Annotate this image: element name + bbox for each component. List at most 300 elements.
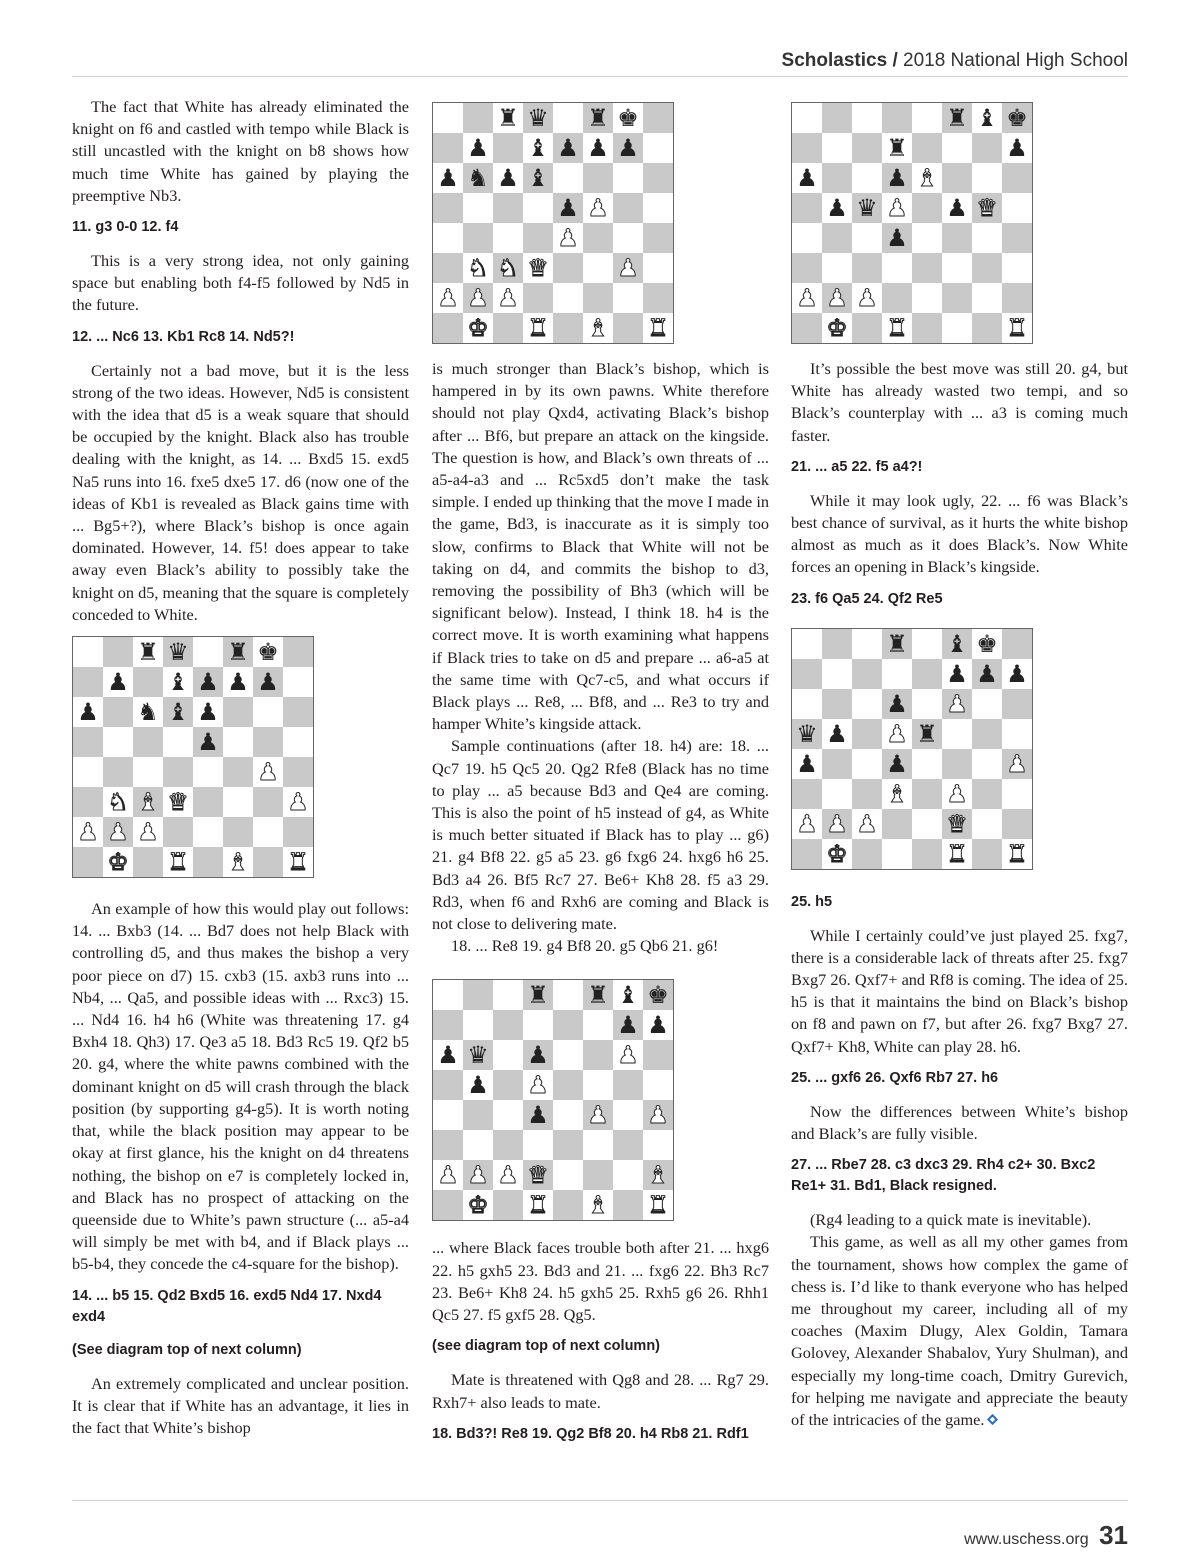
uschess-logo-icon: [986, 1413, 999, 1426]
white-bishop-icon: ♝: [137, 788, 159, 817]
board-square: [463, 193, 493, 223]
board-square: [493, 1040, 523, 1070]
board-square: [613, 1100, 643, 1130]
board-square: [523, 193, 553, 223]
board-square: [493, 1190, 523, 1220]
board-square: [433, 223, 463, 253]
board-square: [942, 689, 972, 719]
board-square: [822, 163, 852, 193]
board-square: [912, 809, 942, 839]
board-square: [73, 847, 103, 877]
board-square: [912, 779, 942, 809]
board-square: [583, 163, 613, 193]
black-knight-icon: ♞: [467, 164, 489, 192]
board-square: [613, 193, 643, 223]
board-square: [882, 103, 912, 133]
paragraph: An extremely complicated and unclear position. It is clear that if White has an advantage, it lies in the fact that White’s bishop: [72, 1373, 409, 1437]
board-square: [822, 133, 852, 163]
board-square: [882, 313, 912, 343]
board-square: [433, 253, 463, 283]
board-square: [852, 779, 882, 809]
board-square: [852, 223, 882, 253]
board-square: [822, 629, 852, 659]
board-square: [643, 133, 673, 163]
white-king-icon: ♚: [467, 314, 489, 342]
paragraph: (Rg4 leading to a quick mate is inevitable).: [810, 1210, 1092, 1230]
move-heading: 11. g3 0-0 12. f4: [72, 219, 179, 236]
board-square: [1002, 163, 1032, 193]
white-queen-icon: ♛: [167, 788, 189, 817]
black-pawn-icon: ♟: [886, 224, 908, 252]
board-square: [1002, 223, 1032, 253]
board-square: [792, 313, 822, 343]
paragraph: This is a very strong idea, not only gaining space but enabling both f4-f5 followed by Nd5 in the future.: [72, 251, 409, 315]
board-square: [942, 809, 972, 839]
board-square: [583, 313, 613, 343]
board-square: [193, 637, 223, 667]
board-square: [972, 133, 1002, 163]
board-square: [912, 163, 942, 193]
board-square: [73, 787, 103, 817]
board-square: [882, 253, 912, 283]
board-square: [463, 1190, 493, 1220]
board-square: [193, 667, 223, 697]
board-square: [643, 980, 673, 1010]
white-pawn-icon: ♟: [137, 818, 159, 847]
header-rule: [72, 76, 1128, 77]
board-square: [493, 253, 523, 283]
board-square: [553, 313, 583, 343]
board-square: [1002, 659, 1032, 689]
board-square: [583, 223, 613, 253]
black-pawn-icon: ♟: [1006, 134, 1028, 162]
board-square: [912, 223, 942, 253]
board-square: [643, 1160, 673, 1190]
white-pawn-icon: ♟: [437, 1161, 459, 1190]
board-square: [523, 980, 553, 1010]
board-square: [163, 787, 193, 817]
board-square: [972, 283, 1002, 313]
board-square: [1002, 133, 1032, 163]
board-square: [942, 719, 972, 749]
move-heading: 23. f6 Qa5 24. Qf2 Re5: [791, 590, 943, 607]
black-rook-icon: ♜: [886, 134, 908, 162]
white-queen-icon: ♛: [976, 194, 998, 222]
black-knight-icon: ♞: [137, 698, 159, 727]
black-bishop-icon: ♝: [167, 698, 189, 727]
board-square: [852, 283, 882, 313]
footer-rule: [72, 1500, 1128, 1501]
board-square: [882, 689, 912, 719]
white-bishop-icon: ♝: [587, 1191, 609, 1220]
board-square: [643, 1010, 673, 1040]
board-square: [912, 689, 942, 719]
paragraph: It’s possible the best move was still 20. g4, but White has already wasted two tempi, and so Black’s counterplay with ... a3 is coming much faster.: [791, 359, 1128, 445]
white-pawn-icon: ♟: [617, 254, 639, 282]
paragraph: [791, 1231, 1128, 1431]
board-square: [792, 193, 822, 223]
board-square: [852, 749, 882, 779]
board-square: [792, 283, 822, 313]
paragraph: Sample continuations (after 18. h4) are: 18. ... Qc7 19. h5 Qc5 20. Qg2 Rfe8 (Black has no time to play ... a5 because Bd3 and Qe4 are coming. This is also the point of h5 instead of g4, as White is much better situated if Black has to play ... g6) 21. g4 Bf8 22. g5 a5 23. g6 fxg6 24. hxg6 h6 25. Bd3 a4 26. Bf5 Rc7 27. Be6+ Kh8 28. f5 a3 29. Rd3, when f6 and Rxh6 are coming and Black is not close to delivering mate.: [432, 736, 769, 934]
closing-text: This game, as well as all my other games from the tournament, shows how complex the game of chess is. I’d like to thank everyone who has helped me throughout my career, including all of my coaches (Maxim Dlugy, Alex Goldin, Tamara Golovey, Alexander Shabalov, Yury Shulman), and especially my long-time coach, Dmitry Gurevich, for helping me navigate and appreciate the beauty of the intricacies of the game.: [791, 1232, 1128, 1430]
board-square: [1002, 629, 1032, 659]
board-square: [792, 809, 822, 839]
board-square: [163, 847, 193, 877]
board-square: [163, 667, 193, 697]
board-square: [223, 667, 253, 697]
board-square: [942, 223, 972, 253]
black-pawn-icon: ♟: [497, 164, 519, 192]
board-square: [822, 193, 852, 223]
board-square: [133, 847, 163, 877]
board-square: [912, 659, 942, 689]
board-square: [73, 757, 103, 787]
diagram-note: (see diagram top of next column): [432, 1338, 660, 1355]
board-square: [822, 253, 852, 283]
white-bishop-icon: ♝: [587, 314, 609, 342]
white-pawn-icon: ♟: [946, 779, 968, 808]
board-square: [942, 193, 972, 223]
board-square: [912, 629, 942, 659]
black-rook-icon: ♜: [916, 719, 938, 748]
black-king-icon: ♚: [617, 104, 639, 132]
move-heading: 25. ... gxf6 26. Qxf6 Rb7 27. h6: [791, 1069, 999, 1086]
board-square: [912, 103, 942, 133]
black-pawn-icon: ♟: [437, 164, 459, 192]
board-square: [133, 667, 163, 697]
board-square: [523, 133, 553, 163]
board-square: [463, 313, 493, 343]
white-pawn-icon: ♟: [946, 689, 968, 718]
board-square: [283, 817, 313, 847]
board-square: [253, 697, 283, 727]
board-square: [553, 1130, 583, 1160]
board-square: [882, 163, 912, 193]
black-queen-icon: ♛: [527, 104, 549, 132]
board-square: [283, 637, 313, 667]
board-square: [882, 839, 912, 869]
board-square: [553, 1010, 583, 1040]
black-pawn-icon: ♟: [826, 719, 848, 748]
board-square: [553, 133, 583, 163]
white-rook-icon: ♜: [527, 314, 549, 342]
board-square: [1002, 193, 1032, 223]
board-square: [852, 659, 882, 689]
white-rook-icon: ♜: [647, 1191, 669, 1220]
board-square: [643, 1130, 673, 1160]
board-square: [103, 697, 133, 727]
board-square: [493, 1070, 523, 1100]
board-square: [643, 223, 673, 253]
board-square: [852, 163, 882, 193]
black-rook-icon: ♜: [587, 981, 609, 1010]
black-pawn-icon: ♟: [796, 164, 818, 192]
paragraph: While it may look ugly, 22. ... f6 was Black’s best chance of survival, as it hurts the white bishop almost as much as it does Black’s. Now White forces an opening in Black’s kingside.: [791, 490, 1128, 577]
board-square: [792, 659, 822, 689]
diagram-note: (See diagram top of next column): [72, 1341, 302, 1358]
board-square: [852, 103, 882, 133]
board-square: [433, 313, 463, 343]
board-square: [852, 719, 882, 749]
black-king-icon: ♚: [647, 981, 669, 1010]
white-pawn-icon: ♟: [856, 809, 878, 838]
white-rook-icon: ♜: [647, 314, 669, 342]
black-queen-icon: ♛: [856, 194, 878, 222]
white-bishop-icon: ♝: [916, 164, 938, 192]
board-square: [553, 980, 583, 1010]
board-square: [433, 1130, 463, 1160]
board-square: [792, 223, 822, 253]
board-square: [133, 637, 163, 667]
board-square: [463, 1040, 493, 1070]
white-pawn-icon: ♟: [886, 719, 908, 748]
board-square: [792, 253, 822, 283]
board-square: [792, 103, 822, 133]
board-square: [613, 313, 643, 343]
board-square: [613, 1010, 643, 1040]
board-square: [223, 697, 253, 727]
board-square: [433, 193, 463, 223]
board-square: [433, 103, 463, 133]
white-pawn-icon: ♟: [287, 788, 309, 817]
black-pawn-icon: ♟: [227, 668, 249, 697]
paragraph: The fact that White has already eliminated the knight on f6 and castled with tempo while Black is still uncastled with the knight on b8 shows how much time White has gained by playing the preemptive Nb3.: [72, 97, 409, 205]
board-square: [643, 103, 673, 133]
board-square: [912, 749, 942, 779]
board-square: [553, 1190, 583, 1220]
board-square: [433, 1100, 463, 1130]
black-queen-icon: ♛: [467, 1041, 489, 1070]
board-square: [792, 779, 822, 809]
black-pawn-icon: ♟: [886, 749, 908, 778]
board-square: [583, 103, 613, 133]
board-square: [493, 163, 523, 193]
white-pawn-icon: ♟: [557, 224, 579, 252]
white-rook-icon: ♜: [1006, 839, 1028, 868]
board-square: [73, 817, 103, 847]
white-pawn-icon: ♟: [77, 818, 99, 847]
board-square: [463, 223, 493, 253]
paragraph: An example of how this would play out follows: 14. ... Bxb3 (14. ... Bd7 does not help Black with controlling d5, and thus makes the bishop a very poor piece on d7) 15. cxb3 (15. axb3 runs into ... Nb4, ... Qa5, and possible ideas with ... Rxc3) 15. ... Nd4 16. h4 h6 (White was threatening 17. g4 Bxh4 18. Qh3) 17. Qe3 a5 18. Bd3 Rc5 19. Qf2 b5 20. g4, where the white pawns combined with the dominant knight on d5 will crash through the black position (by supporting g4-g5). It is worth noting that, while the black position may appear to be okay at first glance, his the knight on d4 threatens nothing, the bishop on e7 is completely locked in, and Black has no prospect of attacking on the queenside due to White’s pawn structure (... a5-a4 will simply be met with b4, and if Black plays ... b5-b4, they concede the c4-square for the bishop).: [72, 899, 409, 1274]
board-square: [1002, 779, 1032, 809]
board-square: [523, 103, 553, 133]
white-queen-icon: ♛: [527, 1161, 549, 1190]
black-pawn-icon: ♟: [587, 134, 609, 162]
board-square: [583, 1070, 613, 1100]
black-pawn-icon: ♟: [1006, 659, 1028, 688]
black-pawn-icon: ♟: [197, 728, 219, 757]
board-square: [852, 193, 882, 223]
column-2: [432, 96, 769, 1457]
white-pawn-icon: ♟: [497, 1161, 519, 1190]
board-square: [253, 757, 283, 787]
board-square: [433, 980, 463, 1010]
move-heading: 12. ... Nc6 13. Kb1 Rc8 14. Nd5?!: [72, 328, 295, 345]
board-square: [463, 163, 493, 193]
board-square: [912, 719, 942, 749]
board-square: [1002, 809, 1032, 839]
board-square: [463, 1100, 493, 1130]
board-square: [553, 283, 583, 313]
board-square: [493, 103, 523, 133]
board-square: [852, 839, 882, 869]
board-square: [792, 629, 822, 659]
black-bishop-icon: ♝: [946, 629, 968, 658]
black-king-icon: ♚: [1006, 104, 1028, 132]
white-pawn-icon: ♟: [497, 284, 519, 312]
white-rook-icon: ♜: [1006, 314, 1028, 342]
board-square: [912, 253, 942, 283]
board-square: [493, 313, 523, 343]
board-square: [583, 1010, 613, 1040]
white-knight-icon: ♞: [497, 254, 519, 282]
board-square: [942, 253, 972, 283]
board-square: [493, 1130, 523, 1160]
paragraph: Certainly not a bad move, but it is the less strong of the two ideas. However, Nd5 is consistent with the idea that d5 is a weak square that should be occupied by the knight. Black also has trouble dealing with the knight, as 14. ... Bxd5 15. exd5 Na5 runs into 16. fxe5 dxe5 17. d6 (now one of the ideas of Kb1 is revealed as Black gains time with ... Bg5+?), where Black’s bishop is once again dominated. However, 14. f5! does appear to take away even Black’s ability to possibly take the knight on d5, meaning that the square is completely conceded to White.: [72, 360, 409, 624]
board-square: [643, 1070, 673, 1100]
board-square: [882, 283, 912, 313]
board-square: [942, 839, 972, 869]
black-pawn-icon: ♟: [976, 659, 998, 688]
paragraph: Mate is threatened with Qg8 and 28. ... Rg7 29. Rxh7+ also leads to mate.: [432, 1370, 769, 1412]
board-square: [822, 659, 852, 689]
header-section: Scholastics: [781, 50, 888, 71]
white-king-icon: ♚: [826, 839, 848, 868]
board-square: [792, 133, 822, 163]
board-square: [613, 163, 643, 193]
board-square: [972, 223, 1002, 253]
board-square: [613, 223, 643, 253]
board-square: [583, 1160, 613, 1190]
black-rook-icon: ♜: [137, 638, 159, 667]
board-square: [882, 719, 912, 749]
board-square: [283, 847, 313, 877]
board-square: [792, 689, 822, 719]
black-rook-icon: ♜: [497, 104, 519, 132]
board-square: [553, 1070, 583, 1100]
black-rook-icon: ♜: [886, 629, 908, 658]
white-rook-icon: ♜: [527, 1191, 549, 1220]
white-king-icon: ♚: [107, 848, 129, 877]
paragraph: ... where Black faces trouble both after 21. ... hxg6 22. h5 gxh5 23. Bd3 and 21. ... fxg6 22. Bh3 Rc7 23. Be6+ Kh8 24. h5 gxh5 25. Rxh5 g6 26. Rhh1 Qc5 27. f5 gxf5 28. Qg5.: [432, 1238, 769, 1325]
board-square: [133, 817, 163, 847]
black-rook-icon: ♜: [587, 104, 609, 132]
board-square: [433, 1160, 463, 1190]
board-square: [103, 727, 133, 757]
board-square: [283, 727, 313, 757]
board-square: [942, 163, 972, 193]
board-square: [523, 1040, 553, 1070]
white-queen-icon: ♛: [527, 254, 549, 282]
white-pawn-icon: ♟: [257, 758, 279, 787]
board-square: [942, 313, 972, 343]
board-square: [463, 1130, 493, 1160]
board-square: [942, 659, 972, 689]
black-pawn-icon: ♟: [946, 194, 968, 222]
board-square: [942, 629, 972, 659]
black-pawn-icon: ♟: [257, 668, 279, 697]
board-square: [283, 787, 313, 817]
board-square: [972, 313, 1002, 343]
board-square: [972, 779, 1002, 809]
white-knight-icon: ♞: [467, 254, 489, 282]
board-square: [493, 133, 523, 163]
chess-diagram: [432, 979, 674, 1221]
board-square: [493, 193, 523, 223]
white-pawn-icon: ♟: [527, 1071, 549, 1100]
white-bishop-icon: ♝: [886, 779, 908, 808]
board-square: [643, 313, 673, 343]
board-square: [493, 283, 523, 313]
board-square: [613, 253, 643, 283]
board-square: [493, 223, 523, 253]
board-square: [223, 787, 253, 817]
board-square: [912, 313, 942, 343]
board-square: [523, 1070, 553, 1100]
board-square: [463, 980, 493, 1010]
board-square: [463, 103, 493, 133]
board-square: [972, 659, 1002, 689]
black-pawn-icon: ♟: [467, 134, 489, 162]
board-square: [283, 667, 313, 697]
board-square: [523, 1100, 553, 1130]
board-square: [493, 980, 523, 1010]
board-square: [463, 1160, 493, 1190]
board-square: [972, 103, 1002, 133]
board-square: [433, 133, 463, 163]
board-square: [643, 283, 673, 313]
board-square: [792, 719, 822, 749]
black-pawn-icon: ♟: [527, 1101, 549, 1130]
white-knight-icon: ♞: [107, 788, 129, 817]
board-square: [463, 283, 493, 313]
board-square: [553, 223, 583, 253]
black-king-icon: ♚: [976, 629, 998, 658]
board-square: [433, 163, 463, 193]
board-square: [253, 847, 283, 877]
board-square: [972, 749, 1002, 779]
board-square: [523, 253, 553, 283]
chess-diagram: [791, 102, 1033, 344]
black-pawn-icon: ♟: [886, 689, 908, 718]
white-pawn-icon: ♟: [826, 284, 848, 312]
board-square: [942, 133, 972, 163]
board-square: [553, 1100, 583, 1130]
board-square: [583, 1190, 613, 1220]
board-square: [613, 1190, 643, 1220]
board-square: [882, 749, 912, 779]
white-pawn-icon: ♟: [826, 809, 848, 838]
board-square: [553, 193, 583, 223]
board-square: [583, 1100, 613, 1130]
board-square: [882, 809, 912, 839]
board-square: [253, 667, 283, 697]
board-square: [972, 629, 1002, 659]
board-square: [163, 637, 193, 667]
board-square: [613, 980, 643, 1010]
board-square: [643, 1100, 673, 1130]
board-square: [553, 1040, 583, 1070]
board-square: [103, 847, 133, 877]
white-pawn-icon: ♟: [617, 1041, 639, 1070]
board-square: [613, 1070, 643, 1100]
running-header: [782, 50, 1128, 72]
black-bishop-icon: ♝: [167, 668, 189, 697]
board-square: [643, 193, 673, 223]
board-square: [942, 103, 972, 133]
chess-diagram: [791, 628, 1033, 870]
